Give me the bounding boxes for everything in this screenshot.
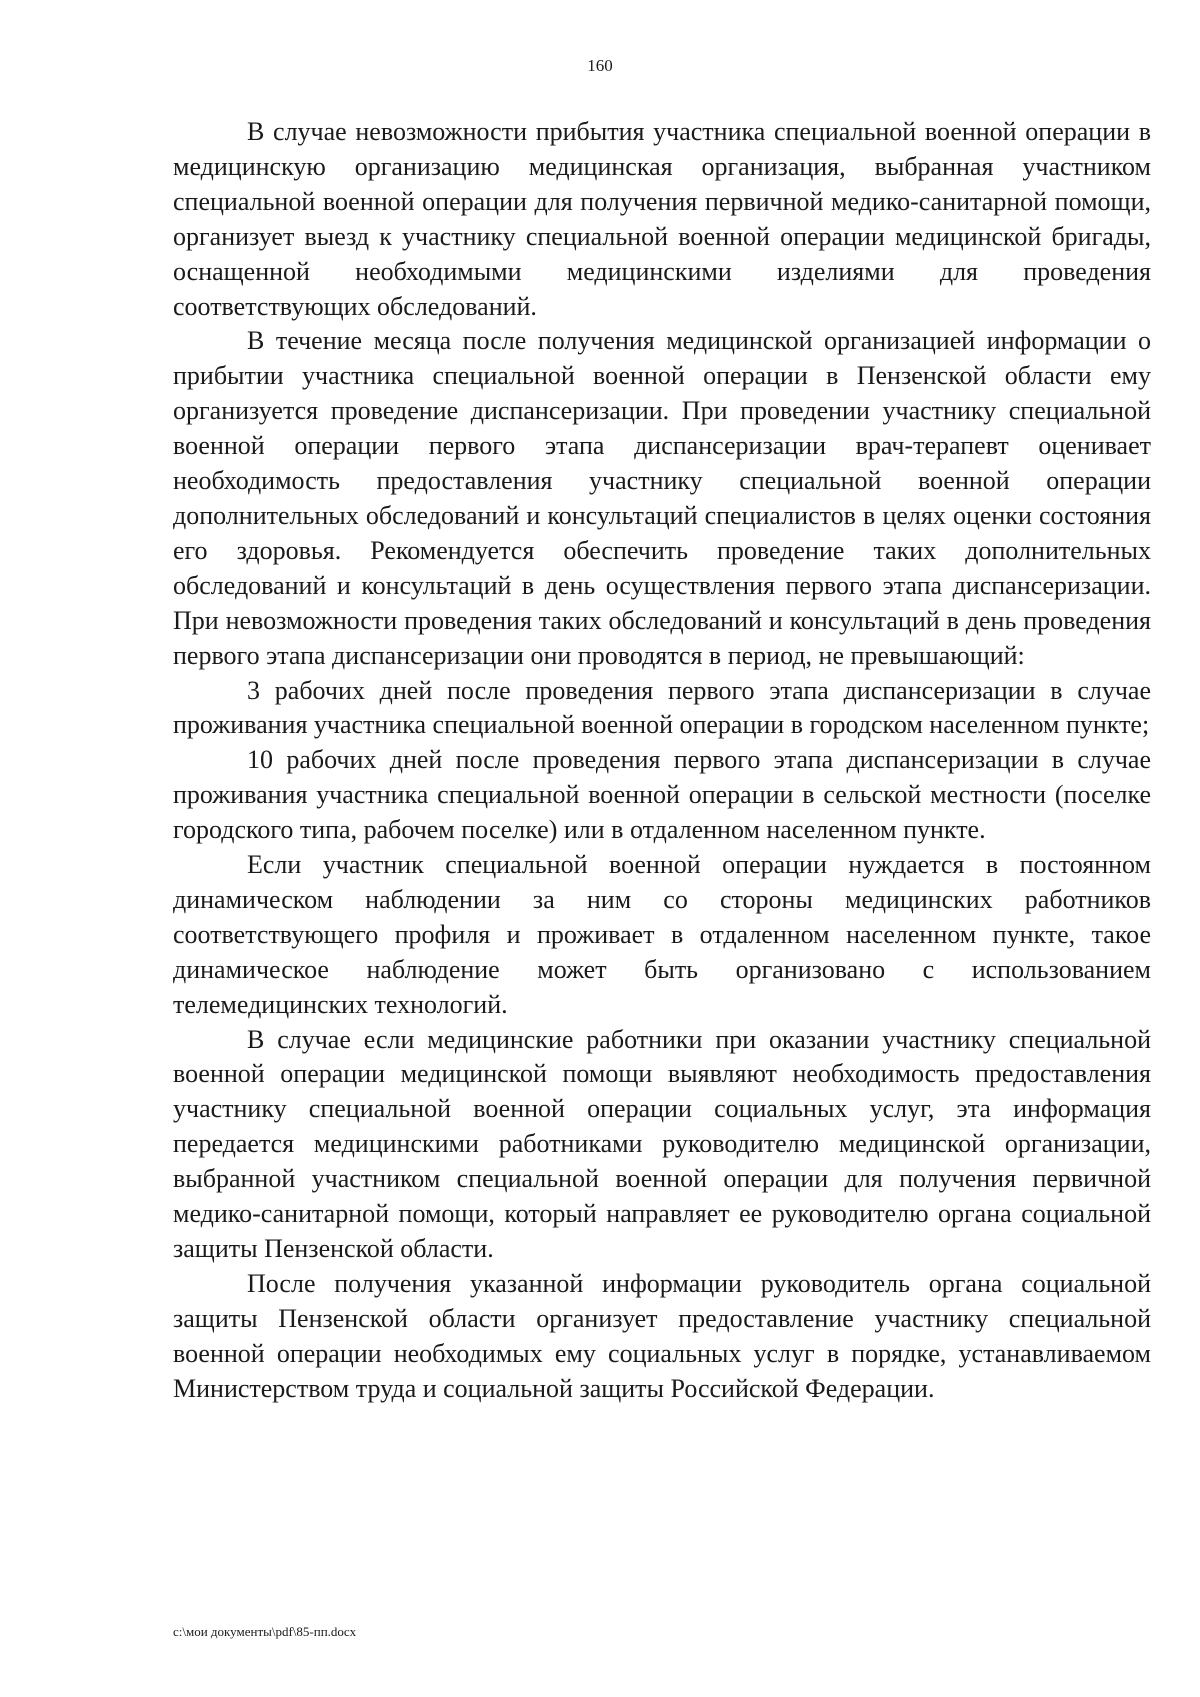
paragraph-telemedicine: Если участник специальной военной операции нуждается в постоянном динамическом наблюдении за ним со стороны медицинских работников соответствующего профиля и проживает в отдаленном населенном пункте, такое динамическое наблюдение может быть организовано с использованием телемедицинских технологий. [173,850,1151,1019]
paragraph-home-visit: В случае невозможности прибытия участника специальной военной операции в медицинскую организацию медицинская организация, выбранная участником специальной военной операции для получения первичной медико-санитарной помощи, организует выезд к участнику специальной военной операции медицинской бригады, оснащенной необходимыми медицинскими изделиями для проведения соответствующих обследований. [173,117,1151,321]
footer-file-path: c:\мои документы\pdf\85-пп.docx [173,1624,357,1639]
paragraph-urban-deadline: 3 рабочих дней после проведения первого этапа диспансеризации в случае проживания участника специальной военной операции в городском населенном пункте; [173,675,1151,740]
document-body [173,115,1151,1407]
paragraph-social-services: В случае если медицинские работники при оказании участнику специальной военной операции медицинской помощи выявляют необходимость предоставления участнику специальной военной операции социальных услуг, эта информация передается медицинскими работниками руководителю медицинской организации, выбранной участником специальной военной операции для получения первичной медико-санитарной помощи, который направляет ее руководителю органа социальной защиты Пензенской области. [173,1024,1151,1263]
paragraph-dispensary-exam: В течение месяца после получения медицинской организацией информации о прибытии участника специальной военной операции в Пензенской области ему организуется проведение диспансеризации. При проведении участнику специальной военной операции первого этапа диспансеризации врач-терапевт оценивает необходимость предоставления участнику специальной военной операции дополнительных обследований и консультаций специалистов в целях оценки состояния его здоровья. Рекомендуется обеспечить проведение таких дополнительных обследований и консультаций в день осуществления первого этапа диспансеризации. При невозможности проведения таких обследований и консультаций в день проведения первого этапа диспансеризации они проводятся в период, не превышающий: [173,326,1151,670]
paragraph-rural-deadline: 10 рабочих дней после проведения первого этапа диспансеризации в случае проживания участника специальной военной операции в сельской местности (поселке городского типа, рабочем поселке) или в отдаленном населенном пункте. [173,745,1151,845]
paragraph-social-protection: После получения указанной информации руководитель органа социальной защиты Пензенской области организует предоставление участнику специальной военной операции необходимых ему социальных услуг в порядке, устанавливаемом Министерством труда и социальной защиты Российской Федерации. [173,1268,1151,1403]
page-number: 160 [587,56,613,75]
